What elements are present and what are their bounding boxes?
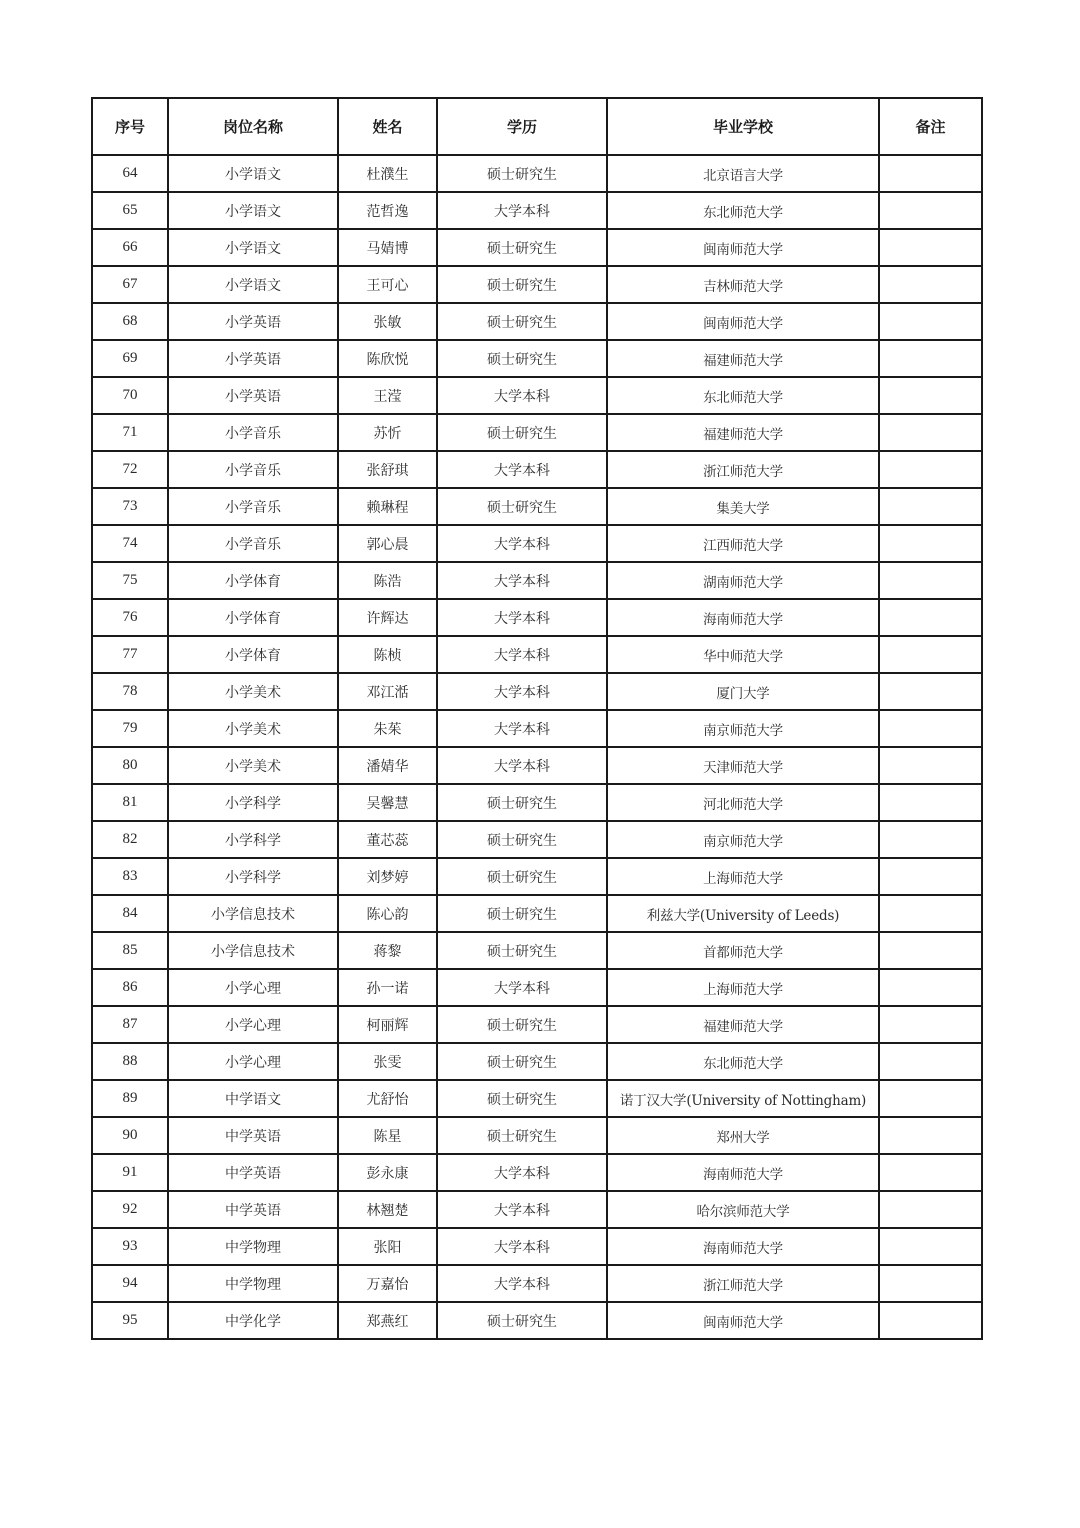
cell-education: 大学本科 — [437, 1191, 607, 1228]
header-school: 毕业学校 — [607, 98, 879, 155]
cell-school: 福建师范大学 — [607, 414, 879, 451]
table-row — [92, 414, 982, 451]
cell-no: 85 — [92, 932, 168, 969]
cell-education: 硕士研究生 — [437, 895, 607, 932]
table-row — [92, 562, 982, 599]
header-no: 序号 — [92, 98, 168, 155]
cell-name: 林翘楚 — [338, 1191, 437, 1228]
cell-name: 彭永康 — [338, 1154, 437, 1191]
cell-education: 大学本科 — [437, 673, 607, 710]
cell-education: 硕士研究生 — [437, 266, 607, 303]
cell-school: 海南师范大学 — [607, 599, 879, 636]
cell-education: 硕士研究生 — [437, 784, 607, 821]
cell-name: 尤舒怡 — [338, 1080, 437, 1117]
cell-position: 小学美术 — [168, 710, 338, 747]
cell-position: 中学英语 — [168, 1117, 338, 1154]
cell-position: 小学美术 — [168, 747, 338, 784]
cell-name: 王可心 — [338, 266, 437, 303]
header-note: 备注 — [879, 98, 982, 155]
table-row — [92, 932, 982, 969]
cell-no: 83 — [92, 858, 168, 895]
cell-note — [879, 1117, 982, 1154]
cell-position: 中学英语 — [168, 1154, 338, 1191]
cell-note — [879, 747, 982, 784]
cell-no: 95 — [92, 1302, 168, 1339]
cell-name: 范哲逸 — [338, 192, 437, 229]
cell-school: 上海师范大学 — [607, 969, 879, 1006]
cell-school: 福建师范大学 — [607, 340, 879, 377]
cell-education: 大学本科 — [437, 636, 607, 673]
cell-education: 硕士研究生 — [437, 340, 607, 377]
cell-no: 73 — [92, 488, 168, 525]
cell-school: 华中师范大学 — [607, 636, 879, 673]
table-row — [92, 377, 982, 414]
cell-education: 硕士研究生 — [437, 1006, 607, 1043]
table-body — [92, 155, 982, 1339]
cell-position: 小学心理 — [168, 1006, 338, 1043]
cell-position: 小学英语 — [168, 377, 338, 414]
cell-note — [879, 1043, 982, 1080]
cell-education: 硕士研究生 — [437, 821, 607, 858]
cell-note — [879, 451, 982, 488]
cell-education: 大学本科 — [437, 710, 607, 747]
cell-school: 东北师范大学 — [607, 377, 879, 414]
cell-no: 80 — [92, 747, 168, 784]
table-row — [92, 525, 982, 562]
cell-position: 小学体育 — [168, 562, 338, 599]
cell-position: 小学音乐 — [168, 451, 338, 488]
cell-position: 中学物理 — [168, 1228, 338, 1265]
table-row — [92, 451, 982, 488]
cell-note — [879, 1265, 982, 1302]
cell-name: 郑燕红 — [338, 1302, 437, 1339]
cell-education: 硕士研究生 — [437, 858, 607, 895]
table-row — [92, 229, 982, 266]
cell-note — [879, 1006, 982, 1043]
cell-name: 苏忻 — [338, 414, 437, 451]
cell-name: 万嘉怡 — [338, 1265, 437, 1302]
cell-school: 南京师范大学 — [607, 710, 879, 747]
cell-no: 86 — [92, 969, 168, 1006]
cell-note — [879, 710, 982, 747]
cell-position: 小学英语 — [168, 340, 338, 377]
cell-no: 67 — [92, 266, 168, 303]
cell-name: 陈星 — [338, 1117, 437, 1154]
cell-education: 大学本科 — [437, 1265, 607, 1302]
cell-education: 硕士研究生 — [437, 1302, 607, 1339]
cell-position: 小学英语 — [168, 303, 338, 340]
cell-school: 吉林师范大学 — [607, 266, 879, 303]
cell-school: 闽南师范大学 — [607, 1302, 879, 1339]
cell-school: 湖南师范大学 — [607, 562, 879, 599]
cell-education: 硕士研究生 — [437, 1080, 607, 1117]
table-row — [92, 488, 982, 525]
cell-no: 65 — [92, 192, 168, 229]
table-row — [92, 599, 982, 636]
table-row — [92, 747, 982, 784]
cell-education: 大学本科 — [437, 969, 607, 1006]
table-row — [92, 340, 982, 377]
cell-note — [879, 636, 982, 673]
cell-name: 张阳 — [338, 1228, 437, 1265]
cell-school: 首都师范大学 — [607, 932, 879, 969]
cell-position: 小学语文 — [168, 192, 338, 229]
cell-position: 小学科学 — [168, 821, 338, 858]
cell-name: 朱茱 — [338, 710, 437, 747]
cell-no: 75 — [92, 562, 168, 599]
cell-position: 中学物理 — [168, 1265, 338, 1302]
cell-school: 北京语言大学 — [607, 155, 879, 192]
cell-education: 大学本科 — [437, 192, 607, 229]
cell-position: 小学美术 — [168, 673, 338, 710]
cell-education: 硕士研究生 — [437, 414, 607, 451]
cell-no: 79 — [92, 710, 168, 747]
cell-no: 70 — [92, 377, 168, 414]
cell-school: 诺丁汉大学(University of Nottingham) — [607, 1080, 879, 1117]
cell-no: 72 — [92, 451, 168, 488]
cell-note — [879, 858, 982, 895]
cell-no: 69 — [92, 340, 168, 377]
cell-no: 77 — [92, 636, 168, 673]
cell-no: 88 — [92, 1043, 168, 1080]
cell-position: 中学化学 — [168, 1302, 338, 1339]
roster-table — [91, 97, 983, 1340]
table-row — [92, 636, 982, 673]
cell-no: 68 — [92, 303, 168, 340]
cell-name: 马婧博 — [338, 229, 437, 266]
cell-name: 赖琳程 — [338, 488, 437, 525]
table-row — [92, 266, 982, 303]
cell-school: 天津师范大学 — [607, 747, 879, 784]
cell-note — [879, 155, 982, 192]
cell-note — [879, 562, 982, 599]
cell-no: 74 — [92, 525, 168, 562]
cell-position: 小学信息技术 — [168, 932, 338, 969]
cell-position: 小学音乐 — [168, 525, 338, 562]
cell-education: 大学本科 — [437, 1154, 607, 1191]
table-row — [92, 1154, 982, 1191]
cell-education: 大学本科 — [437, 1228, 607, 1265]
cell-position: 小学心理 — [168, 1043, 338, 1080]
cell-education: 硕士研究生 — [437, 155, 607, 192]
cell-school: 哈尔滨师范大学 — [607, 1191, 879, 1228]
cell-school: 厦门大学 — [607, 673, 879, 710]
table-row — [92, 1117, 982, 1154]
cell-note — [879, 525, 982, 562]
header-row — [92, 98, 982, 155]
cell-name: 柯丽辉 — [338, 1006, 437, 1043]
cell-position: 小学语文 — [168, 229, 338, 266]
table-row — [92, 858, 982, 895]
cell-note — [879, 414, 982, 451]
cell-no: 81 — [92, 784, 168, 821]
cell-school: 浙江师范大学 — [607, 451, 879, 488]
cell-position: 小学语文 — [168, 266, 338, 303]
cell-name: 张雯 — [338, 1043, 437, 1080]
cell-name: 陈心韵 — [338, 895, 437, 932]
cell-name: 潘婧华 — [338, 747, 437, 784]
cell-name: 郭心晨 — [338, 525, 437, 562]
cell-name: 蒋黎 — [338, 932, 437, 969]
cell-education: 硕士研究生 — [437, 488, 607, 525]
cell-school: 江西师范大学 — [607, 525, 879, 562]
cell-name: 张敏 — [338, 303, 437, 340]
cell-education: 大学本科 — [437, 377, 607, 414]
cell-no: 82 — [92, 821, 168, 858]
cell-note — [879, 488, 982, 525]
cell-note — [879, 1228, 982, 1265]
cell-no: 90 — [92, 1117, 168, 1154]
cell-no: 84 — [92, 895, 168, 932]
cell-note — [879, 969, 982, 1006]
cell-name: 董芯蕊 — [338, 821, 437, 858]
cell-name: 杜濮生 — [338, 155, 437, 192]
table-row — [92, 1302, 982, 1339]
cell-school: 利兹大学(University of Leeds) — [607, 895, 879, 932]
cell-note — [879, 1302, 982, 1339]
cell-school: 东北师范大学 — [607, 1043, 879, 1080]
table-row — [92, 1191, 982, 1228]
table-row — [92, 155, 982, 192]
cell-no: 89 — [92, 1080, 168, 1117]
cell-school: 闽南师范大学 — [607, 303, 879, 340]
cell-no: 71 — [92, 414, 168, 451]
table-row — [92, 1228, 982, 1265]
cell-position: 小学科学 — [168, 784, 338, 821]
cell-name: 许辉达 — [338, 599, 437, 636]
cell-education: 硕士研究生 — [437, 303, 607, 340]
cell-note — [879, 266, 982, 303]
cell-education: 硕士研究生 — [437, 932, 607, 969]
cell-school: 浙江师范大学 — [607, 1265, 879, 1302]
cell-position: 小学科学 — [168, 858, 338, 895]
table-row — [92, 969, 982, 1006]
header-position: 岗位名称 — [168, 98, 338, 155]
header-name: 姓名 — [338, 98, 437, 155]
table-row — [92, 784, 982, 821]
cell-school: 海南师范大学 — [607, 1154, 879, 1191]
cell-education: 大学本科 — [437, 525, 607, 562]
cell-note — [879, 932, 982, 969]
table-row — [92, 1265, 982, 1302]
cell-no: 94 — [92, 1265, 168, 1302]
cell-no: 91 — [92, 1154, 168, 1191]
cell-no: 93 — [92, 1228, 168, 1265]
cell-education: 硕士研究生 — [437, 1117, 607, 1154]
cell-position: 中学语文 — [168, 1080, 338, 1117]
cell-school: 闽南师范大学 — [607, 229, 879, 266]
cell-no: 66 — [92, 229, 168, 266]
cell-name: 陈桢 — [338, 636, 437, 673]
cell-note — [879, 673, 982, 710]
cell-school: 河北师范大学 — [607, 784, 879, 821]
cell-note — [879, 192, 982, 229]
cell-school: 上海师范大学 — [607, 858, 879, 895]
cell-education: 硕士研究生 — [437, 1043, 607, 1080]
table-row — [92, 821, 982, 858]
cell-position: 小学心理 — [168, 969, 338, 1006]
table-row — [92, 303, 982, 340]
header-education: 学历 — [437, 98, 607, 155]
cell-position: 小学音乐 — [168, 488, 338, 525]
table-row — [92, 710, 982, 747]
cell-position: 小学体育 — [168, 636, 338, 673]
cell-note — [879, 1154, 982, 1191]
cell-note — [879, 340, 982, 377]
cell-school: 海南师范大学 — [607, 1228, 879, 1265]
cell-note — [879, 895, 982, 932]
cell-school: 郑州大学 — [607, 1117, 879, 1154]
table-row — [92, 895, 982, 932]
cell-note — [879, 303, 982, 340]
cell-name: 邓江湉 — [338, 673, 437, 710]
cell-note — [879, 821, 982, 858]
cell-name: 王滢 — [338, 377, 437, 414]
table-row — [92, 1006, 982, 1043]
table-row — [92, 1080, 982, 1117]
cell-school: 福建师范大学 — [607, 1006, 879, 1043]
cell-name: 张舒琪 — [338, 451, 437, 488]
cell-no: 87 — [92, 1006, 168, 1043]
cell-note — [879, 377, 982, 414]
cell-position: 中学英语 — [168, 1191, 338, 1228]
table-row — [92, 192, 982, 229]
cell-name: 孙一诺 — [338, 969, 437, 1006]
cell-no: 92 — [92, 1191, 168, 1228]
cell-name: 刘梦婷 — [338, 858, 437, 895]
cell-name: 吴馨慧 — [338, 784, 437, 821]
cell-note — [879, 1191, 982, 1228]
cell-education: 大学本科 — [437, 747, 607, 784]
cell-no: 78 — [92, 673, 168, 710]
cell-name: 陈浩 — [338, 562, 437, 599]
cell-school: 南京师范大学 — [607, 821, 879, 858]
cell-note — [879, 784, 982, 821]
cell-no: 64 — [92, 155, 168, 192]
table-row — [92, 673, 982, 710]
table-row — [92, 1043, 982, 1080]
table-header — [92, 98, 982, 155]
cell-note — [879, 229, 982, 266]
cell-note — [879, 1080, 982, 1117]
cell-education: 大学本科 — [437, 599, 607, 636]
cell-education: 大学本科 — [437, 451, 607, 488]
cell-no: 76 — [92, 599, 168, 636]
cell-position: 小学信息技术 — [168, 895, 338, 932]
cell-note — [879, 599, 982, 636]
cell-education: 硕士研究生 — [437, 229, 607, 266]
cell-name: 陈欣悦 — [338, 340, 437, 377]
cell-position: 小学音乐 — [168, 414, 338, 451]
cell-school: 集美大学 — [607, 488, 879, 525]
cell-position: 小学语文 — [168, 155, 338, 192]
cell-education: 大学本科 — [437, 562, 607, 599]
cell-position: 小学体育 — [168, 599, 338, 636]
cell-school: 东北师范大学 — [607, 192, 879, 229]
